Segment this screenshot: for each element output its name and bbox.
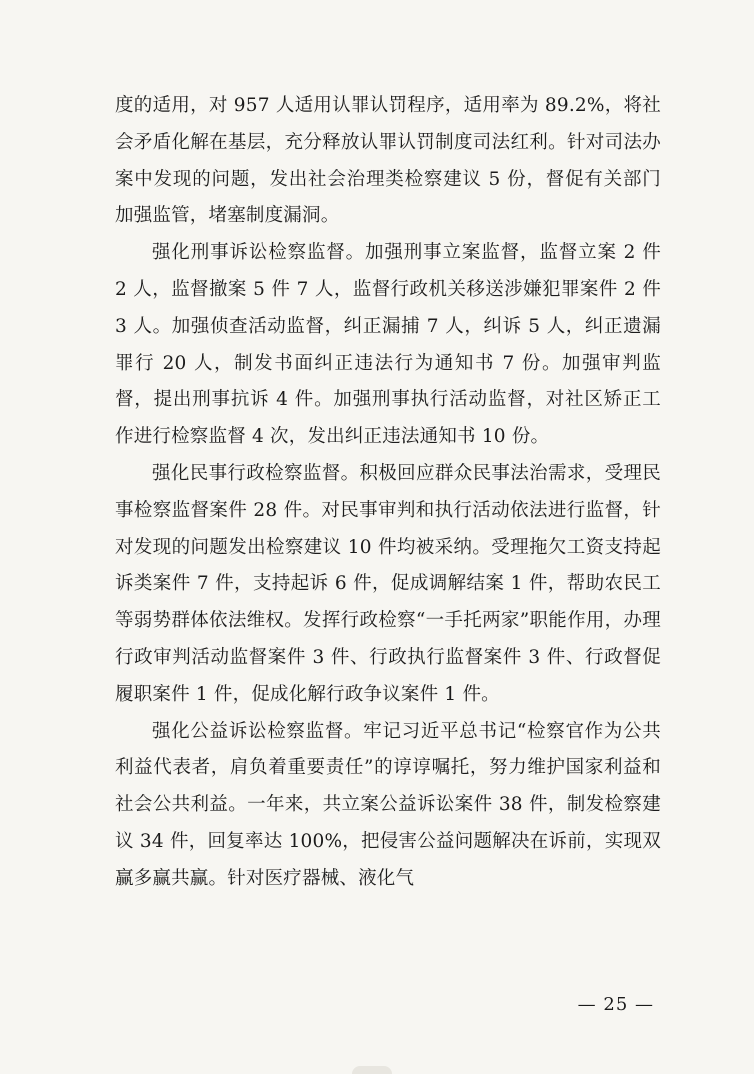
paragraph-4: 强化公益诉讼检察监督。牢记习近平总书记“检察官作为公共利益代表者，肩负着重要责任”的谆谆嘱托，努力维护国家利益和社会公共利益。一年来，共立案公益诉讼案件 38 件，制发检察建议 34 件，回复率达 100%，把侵害公益问题解决在诉前，实现双赢多赢共赢。针对医疗器械、液化气 [115,720,661,889]
paragraph-3: 强化民事行政检察监督。积极回应群众民事法治需求，受理民事检察监督案件 28 件。对民事审判和执行活动依法进行监督，针对发现的问题发出检察建议 10 件均被采纳。受理拖欠工资支持起诉类案件 7 件，支持起诉 6 件，促成调解结案 1 件，帮助农民工等弱势群体依法维权。发挥行政检察“一手托两家”职能作用，办理行政审判活动监督案件 3 件、行政执行监督案件 3 件、行政督促履职案件 1 件，促成化解行政争议案件 1 件。 [115,462,661,705]
paragraph-1: 度的适用，对 957 人适用认罪认罚程序，适用率为 89.2%，将社会矛盾化解在基层，充分释放认罪认罚制度司法红利。针对司法办案中发现的问题，发出社会治理类检察建议 5 份，督促有关部门加强监管，堵塞制度漏洞。 [115,95,661,227]
binding-mark [352,1066,392,1074]
page-number: — 25 — [577,994,654,1015]
paragraph-2: 强化刑事诉讼检察监督。加强刑事立案监督，监督立案 2 件 2 人，监督撤案 5 件 7 人，监督行政机关移送涉嫌犯罪案件 2 件 3 人。加强侦查活动监督，纠正漏捕 7 人，纠诉 5 人，纠正遗漏罪行 20 人，制发书面纠正违法行为通知书 7 份。加强审判监督，提出刑事抗诉 4 件。加强刑事执行活动监督，对社区矫正工作进行检察监督 4 次，发出纠正违法通知书 10 份。 [115,242,661,448]
body-text [115,88,661,898]
